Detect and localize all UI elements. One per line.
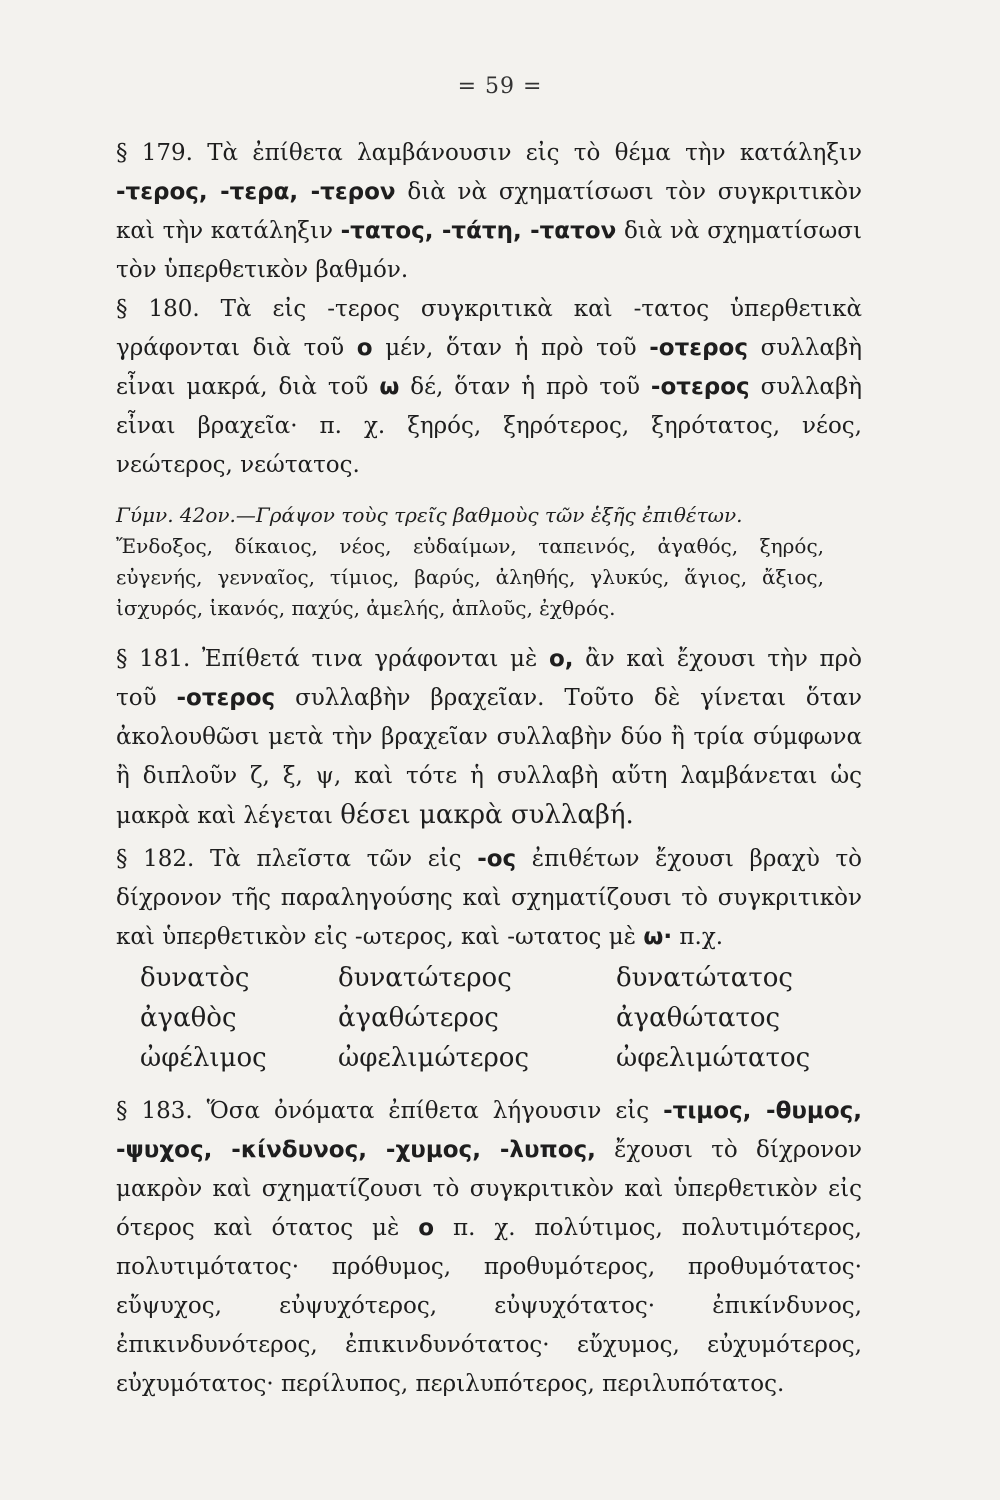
superlative-degree: δυνατώτατος (616, 963, 793, 993)
superlative-degree: ὠφελιμώτατος (616, 1043, 811, 1073)
paragraph-text: Τὰ πλεῖστα τῶν εἰς (209, 846, 462, 872)
paragraph-text: συλλαβὴ εἶναι μακρά, διὰ τοῦ (116, 335, 863, 400)
emphasis-endings: -τατος, -τάτη, -τατον (340, 218, 617, 244)
paragraph-text: ἐπιθέτων ἔχουσι βραχὺ τὸ δίχρονον τῆς παραληγούσης καὶ σχηματίζουσι τὸ συγκριτικὸν καὶ ὑπερθετικὸν εἰς -ωτερος, καὶ -ωτατος μὲ (116, 846, 863, 950)
emphasis-ending: -οτερος (650, 374, 750, 400)
section-label: § 180. (116, 296, 200, 322)
paragraph-text: Τὰ ἐπίθετα λαμβάνουσιν εἰς τὸ θέμα τὴν κατάληξιν (207, 140, 863, 166)
comparative-degree: ὠφελιμώτερος (338, 1043, 530, 1073)
exercise-block (78, 500, 824, 624)
paragraph-180 (78, 290, 862, 485)
section-label: § 179. (116, 140, 193, 166)
emphasis-ending: -οτερος (176, 685, 276, 711)
paragraph-text: συλλαβὴν βραχεῖαν. Τοῦτο δὲ γίνεται ὅταν ἀκολουθῶσι μετὰ τὴν βραχεῖαν συλλαβὴν δύο ἢ τρία σύμφωνα ἢ διπλοῦν ζ, ξ, ψ, καὶ τότε ἡ συλλαβὴ αὕτη λαμβάνεται ὡς μακρὰ καὶ λέγεται (116, 685, 863, 829)
paragraph-text: Τὰ εἰς -τερος συγκριτικὰ καὶ -τατος ὑπερθετικὰ γράφονται διὰ τοῦ (116, 296, 863, 361)
table-row (140, 958, 820, 998)
table-row (140, 1038, 820, 1078)
emphasis-endings: -τερος, -τερα, -τερον (116, 179, 396, 205)
section-label: § 183. (116, 1098, 193, 1124)
paragraph-text: συλλαβὴ εἶναι βραχεῖα· π. χ. ξηρός, ξηρότερος, ξηρότατος, νέος, νεώτερος, νεώτατος. (116, 374, 863, 478)
paragraph-text: ἂν καὶ ἔχουσι τὴν πρὸ τοῦ (116, 646, 863, 711)
comparative-degree: δυνατώτερος (338, 963, 512, 993)
paragraph-text: Ὅσα ὀνόματα ἐπίθετα λήγουσιν εἰς (206, 1098, 650, 1124)
section-label: § 181. (116, 646, 191, 672)
emphasis-phrase: θέσει μακρὰ συλλαβή. (340, 800, 634, 830)
emphasis-endings: -τιμος, -θυμος, -ψυχος, -κίνδυνος, -χυμος, -λυπος, (116, 1098, 863, 1163)
emphasis-letter: ω (379, 374, 400, 400)
positive-degree: ἀγαθὸς (140, 1003, 237, 1033)
positive-degree: ὠφέλιμος (140, 1043, 267, 1073)
paragraph-text: διὰ νὰ σχηματίσωσι τὸν συγκριτικὸν καὶ τὴν κατάληξιν (116, 179, 863, 244)
emphasis-ending: -ος (477, 846, 517, 872)
emphasis-letter: ο (356, 335, 373, 361)
paragraph-183 (78, 1092, 862, 1404)
table-row (140, 998, 820, 1038)
superlative-degree: ἀγαθώτατος (616, 1003, 781, 1033)
paragraph-181 (78, 640, 862, 836)
page-number: = 59 = (457, 74, 543, 99)
paragraph-text: δέ, ὅταν ἡ πρὸ τοῦ (410, 374, 640, 400)
paragraph-text: Ἐπίθετά τινα γράφονται μὲ (202, 646, 538, 672)
emphasis-letter: ω· (643, 924, 673, 950)
section-label: § 182. (116, 846, 195, 872)
emphasis-ending: -οτερος (649, 335, 748, 361)
paragraph-text: διὰ νὰ σχηματίσωσι τὸν ὑπερθετικὸν βαθμόν. (116, 218, 863, 283)
paragraph-182 (78, 840, 862, 957)
paragraph-text: ἔχουσι τὸ δίχρονον μακρὸν καὶ σχηματίζουσι τὸ συγκριτικὸν καὶ ὑπερθετικὸν εἰς ότερος καὶ ότατος μὲ (116, 1137, 862, 1241)
paragraph-text: π. χ. πολύτιμος, πολυτιμότερος, πολυτιμότατος· πρόθυμος, προθυμότερος, προθυμότατος· εὔψυχος, εὐψυχότερος, εὐψυχότατος· ἐπικίνδυνος, ἐπικινδυνότερος, ἐπικινδυνότατος· εὔχυμος, εὐχυμότερος, εὐχυμότατος· περίλυπος, περιλυπότερος, περιλυπότατος. (116, 1215, 862, 1397)
emphasis-letter: ο (418, 1215, 435, 1241)
paragraph-179 (78, 134, 862, 290)
emphasis-letter: ο, (548, 646, 574, 672)
paragraph-text: μέν, ὅταν ἡ πρὸ τοῦ (385, 335, 637, 361)
exercise-words: Ἔνδοξος, δίκαιος, νέος, εὐδαίμων, ταπεινός, ἀγαθός, ξηρός, εὐγενής, γενναῖος, τίμιος, βαρύς, ἀληθής, γλυκύς, ἅγιος, ἄξιος, ἰσχυρός, ἱκανός, παχύς, ἀμελής, ἁπλοῦς, ἐχθρός. (116, 534, 824, 620)
positive-degree: δυνατὸς (140, 963, 250, 993)
comparison-table (140, 958, 820, 1078)
paragraph-text: π.χ. (679, 924, 724, 950)
comparative-degree: ἀγαθώτερος (338, 1003, 499, 1033)
exercise-heading: Γύμν. 42ον.—Γράψον τοὺς τρεῖς βαθμοὺς τῶν ἑξῆς ἐπιθέτων. (116, 503, 743, 527)
